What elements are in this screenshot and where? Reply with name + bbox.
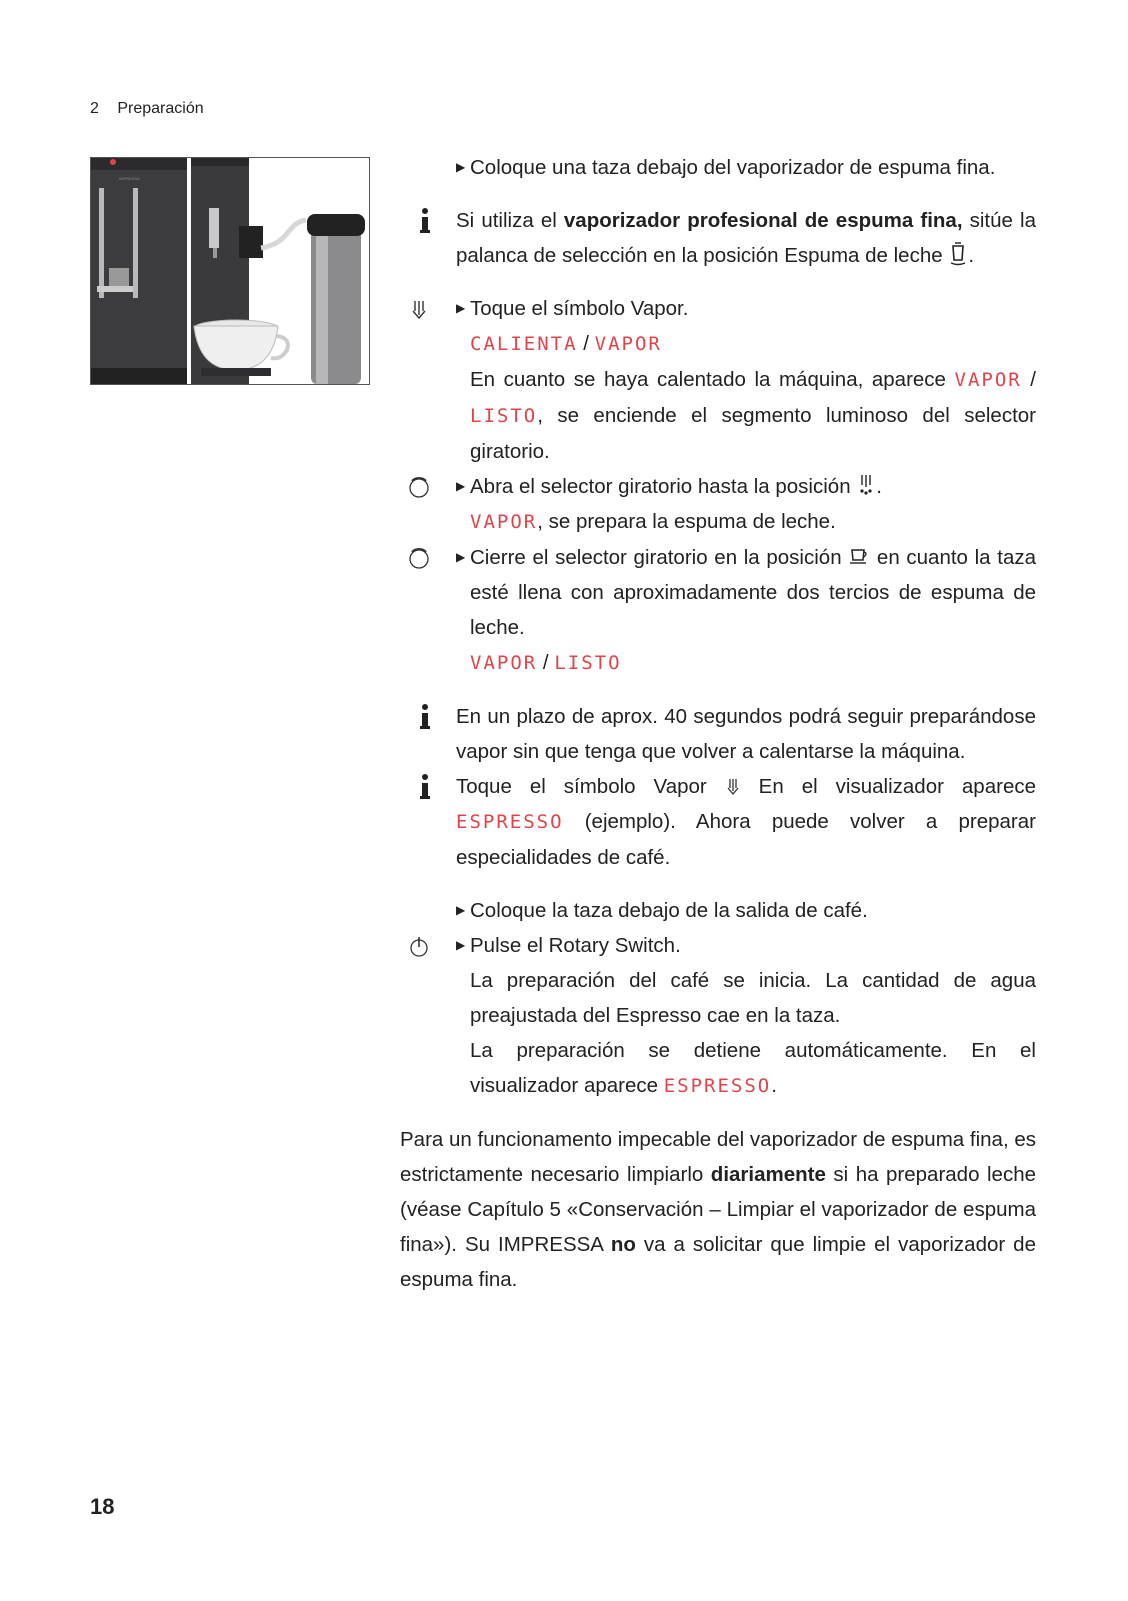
rotary-switch-press-icon [406,934,432,960]
steam-symbol-icon [406,297,432,323]
bullet-triangle-icon: ▶ [456,160,466,174]
cleaning-paragraph [400,1122,1036,1297]
step-text: Toque el símbolo Vapor. [470,297,689,320]
info-text: . [968,244,975,267]
info-icon [418,774,432,800]
step-text: en cuanto la taza esté llena con aproximadamente dos tercios de espuma de leche. [470,546,1036,639]
cup-position-icon [848,546,870,568]
chapter-title: Preparación [117,100,204,117]
info-bold-text: vaporizador profesional de espuma fina, [563,209,963,232]
steam-position-icon [856,473,876,497]
step-text: En cuanto se haya calentado la máquina, aparece [470,368,955,391]
display-text: CALIENTA [470,333,578,355]
page-header [90,100,204,118]
step-touch-steam: ▶ Toque el símbolo Vapor. CALIENTA / VAPOR En cuanto se haya calentado la máquina, aparece VAPOR / LISTO, se enciende el segmento luminoso del selector giratorio. [400,291,1036,469]
paragraph-text: si ha preparado leche (véase Capítulo 5 «Conservación – Limpiar el vaporizador de espuma fina»). Su IMPRESSA [400,1163,1036,1256]
display-text: VAPOR [470,511,538,533]
display-text: LISTO [554,652,622,674]
display-text: ESPRESSO [456,811,564,833]
paragraph-text: va a solicitar que limpie el vaporizador de espuma fina. [400,1233,1036,1291]
display-text: LISTO [470,405,538,427]
paragraph-text: Para un funcionamento impecable del vaporizador de espuma fina, es estrictamente necesario limpiarlo [400,1128,1036,1186]
info-icon [418,208,432,234]
info-icon [418,704,432,730]
step-place-cup-coffee [400,893,1036,928]
bullet-triangle-icon: ▶ [456,938,466,952]
step-close-selector: ▶ Cierre el selector giratorio en la posición en cuanto la taza esté llena con aproximadamente dos tercios de espuma de leche. VAPOR / LISTO [400,540,1036,681]
info-text: sitúe la palanca de selección en la posición Espuma de leche [456,209,1036,267]
content-column [400,150,1036,1297]
page-number: 18 [90,1494,115,1519]
step-text: Cierre el selector giratorio en la posición [470,546,849,569]
info-note-lever [400,203,1036,273]
step-text: Coloque la taza debajo de la salida de café. [470,899,868,922]
info-text: Si utiliza el [456,209,564,232]
step-text: Coloque una taza debajo del vaporizador de espuma fina. [470,156,996,179]
bullet-triangle-icon: ▶ [456,301,466,315]
display-text: VAPOR [470,652,538,674]
chapter-number: 2 [90,100,99,117]
display-text: VAPOR [954,369,1022,391]
step-press-rotary [400,928,1036,1104]
rotary-selector-icon [406,546,432,572]
steam-symbol-icon [725,777,741,797]
display-text: ESPRESSO [663,1075,772,1097]
step-text: La preparación del café se inicia. La cantidad de agua preajustada del Espresso cae en la taza. [470,969,1036,1027]
info-note-espresso [400,769,1036,875]
paragraph-bold-text: no [610,1233,636,1256]
milk-foam-icon [948,242,968,266]
display-text: VAPOR [594,333,662,355]
bullet-triangle-icon: ▶ [456,903,466,917]
step-text: , se prepara la espuma de leche. [537,510,836,533]
info-text: En un plazo de aprox. 40 segundos podrá seguir preparándose vapor sin que tenga que volver a calentarse la máquina. [456,705,1036,763]
step-open-selector [400,469,1036,540]
info-text: Toque el símbolo Vapor [456,775,725,798]
info-text: En el visualizador aparece [740,775,1036,798]
step-text: Pulse el Rotary Switch. [470,934,681,957]
step-text: . [876,475,882,498]
step-text: . [771,1074,777,1097]
step-place-cup [400,150,1036,185]
paragraph-bold-text: diariamente [710,1163,826,1186]
bullet-triangle-icon: ▶ [456,550,466,564]
info-note-40s [400,699,1036,769]
machine-illustration [90,157,370,385]
machine-brand-label: IMPRESSA [119,176,140,181]
rotary-selector-icon [406,475,432,501]
step-text: Abra el selector giratorio hasta la posición [470,475,857,498]
info-text: (ejemplo). Ahora puede volver a preparar especialidades de café. [456,810,1036,869]
bullet-triangle-icon: ▶ [456,479,466,493]
step-text: La preparación se detiene automáticamente. En el visualizador aparece [470,1039,1036,1097]
step-text: , se enciende el segmento luminoso del selector giratorio. [470,404,1036,463]
